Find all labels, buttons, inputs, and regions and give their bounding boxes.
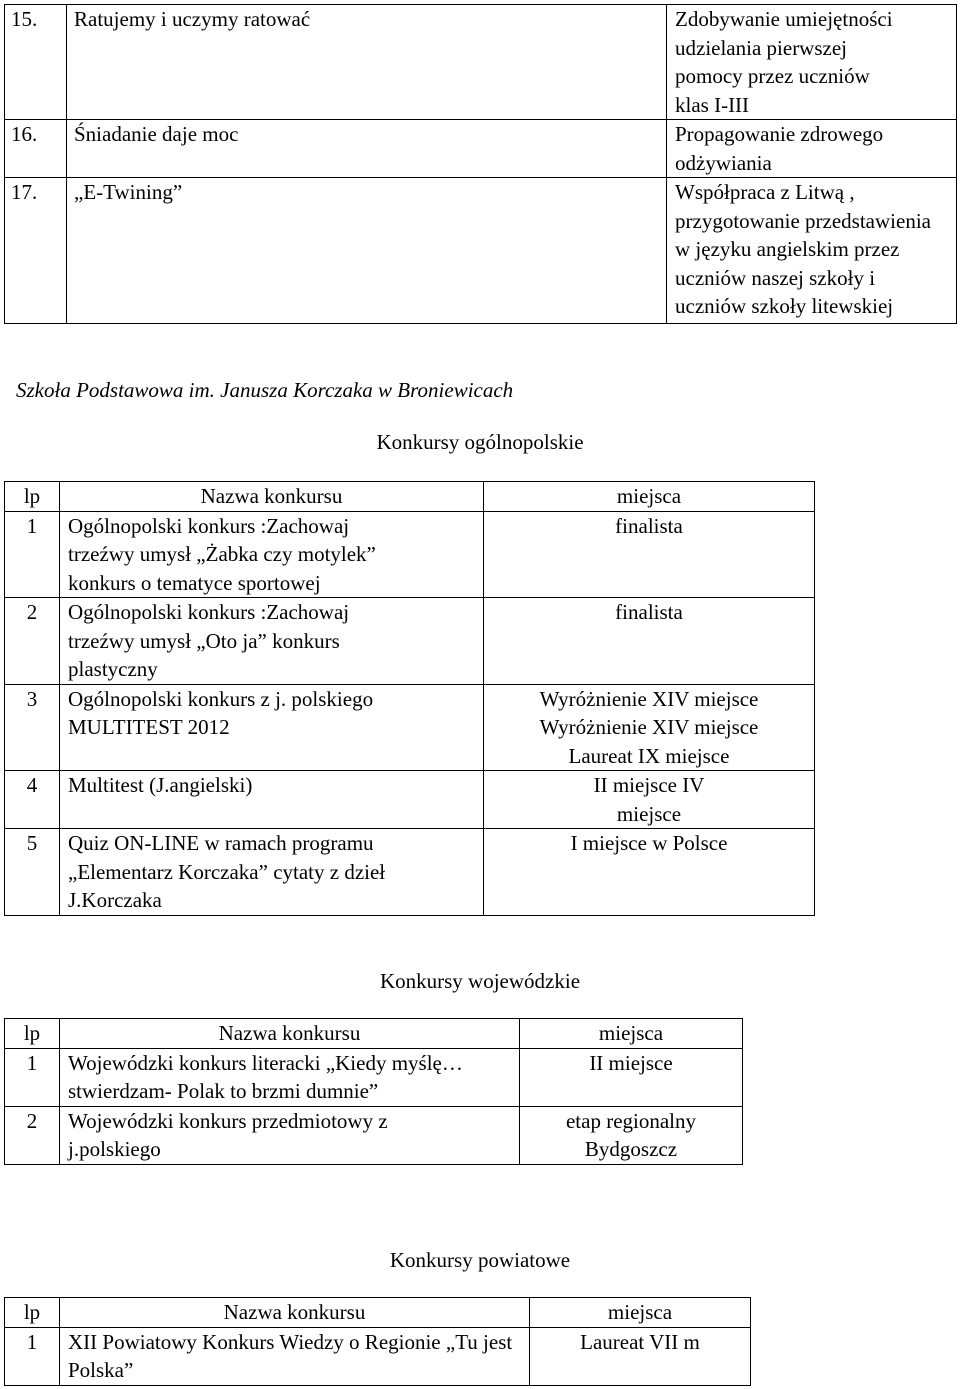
competition-name: Ogólnopolski konkurs :Zachowaj trzeźwy umysł „Żabka czy motylek” konkurs o tematyce sportowej <box>60 511 484 598</box>
section-title-voivodeship: Konkursy wojewódzkie <box>379 969 581 993</box>
header-lp: lp <box>5 482 60 512</box>
activity-description: Współpraca z Litwą , przygotowanie przedstawienia w języku angielskim przez uczniów naszej szkoły i uczniów szkoły litewskiej <box>667 178 957 324</box>
table-row <box>5 511 815 598</box>
activity-description: Propagowanie zdrowego odżywiania <box>667 120 957 178</box>
competition-name: XII Powiatowy Konkurs Wiedzy o Regionie „Tu jest Polska” <box>60 1327 530 1385</box>
voivodeship-competitions-table <box>4 1018 743 1165</box>
header-lp: lp <box>5 1298 60 1328</box>
activity-name: Śniadanie daje moc <box>67 120 667 178</box>
header-place: miejsca <box>520 1019 743 1049</box>
competition-name: Ogólnopolski konkurs :Zachowaj trzeźwy umysł „Oto ja” konkurs plastyczny <box>60 598 484 685</box>
table-row <box>5 1106 743 1164</box>
competition-name: Multitest (J.angielski) <box>60 771 484 829</box>
header-place: miejsca <box>484 482 815 512</box>
header-name: Nazwa konkursu <box>60 1019 520 1049</box>
competition-name: Quiz ON-LINE w ramach programu „Elementarz Korczaka” cytaty z dzieł J.Korczaka <box>60 829 484 916</box>
competition-place: I miejsce w Polsce <box>484 829 815 916</box>
section-title-national: Konkursy ogólnopolskie <box>376 430 584 454</box>
table-header-row <box>5 1298 751 1328</box>
row-number: 17. <box>5 178 67 324</box>
row-lp: 3 <box>5 684 60 771</box>
table-row <box>5 178 957 324</box>
table-row <box>5 5 957 120</box>
row-lp: 1 <box>5 1327 60 1385</box>
row-lp: 2 <box>5 598 60 685</box>
activity-name: Ratujemy i uczymy ratować <box>67 5 667 120</box>
competition-place: etap regionalny Bydgoszcz <box>520 1106 743 1164</box>
activity-description: Zdobywanie umiejętności udzielania pierwszej pomocy przez uczniów klas I-III <box>667 5 957 120</box>
competition-name: Wojewódzki konkurs literacki „Kiedy myślę… stwierdzam- Polak to brzmi dumnie” <box>60 1048 520 1106</box>
table-row <box>5 829 815 916</box>
header-lp: lp <box>5 1019 60 1049</box>
header-place: miejsca <box>530 1298 751 1328</box>
table-row <box>5 684 815 771</box>
table-row <box>5 1048 743 1106</box>
national-competitions-table <box>4 481 815 916</box>
row-number: 15. <box>5 5 67 120</box>
section-title-county: Konkursy powiatowe <box>389 1248 571 1272</box>
table-row <box>5 771 815 829</box>
competition-place: II miejsce <box>520 1048 743 1106</box>
row-lp: 1 <box>5 511 60 598</box>
competition-place: Wyróżnienie XIV miejsce Wyróżnienie XIV miejsce Laureat IX miejsce <box>484 684 815 771</box>
school-name: Szkoła Podstawowa im. Janusza Korczaka w Broniewicach <box>16 378 514 402</box>
table-row <box>5 120 957 178</box>
competition-name: Wojewódzki konkurs przedmiotowy z j.polskiego <box>60 1106 520 1164</box>
header-name: Nazwa konkursu <box>60 482 484 512</box>
table-header-row <box>5 1019 743 1049</box>
competition-place: finalista <box>484 511 815 598</box>
competition-place: finalista <box>484 598 815 685</box>
row-number: 16. <box>5 120 67 178</box>
competition-place: Laureat VII m <box>530 1327 751 1385</box>
table-header-row <box>5 482 815 512</box>
table-row <box>5 598 815 685</box>
activity-name: „E-Twining” <box>67 178 667 324</box>
row-lp: 2 <box>5 1106 60 1164</box>
row-lp: 5 <box>5 829 60 916</box>
row-lp: 4 <box>5 771 60 829</box>
header-name: Nazwa konkursu <box>60 1298 530 1328</box>
activities-table <box>4 4 957 324</box>
table-row <box>5 1327 751 1385</box>
row-lp: 1 <box>5 1048 60 1106</box>
competition-name: Ogólnopolski konkurs z j. polskiego MULTITEST 2012 <box>60 684 484 771</box>
competition-place: II miejsce IV miejsce <box>484 771 815 829</box>
county-competitions-table <box>4 1297 751 1386</box>
